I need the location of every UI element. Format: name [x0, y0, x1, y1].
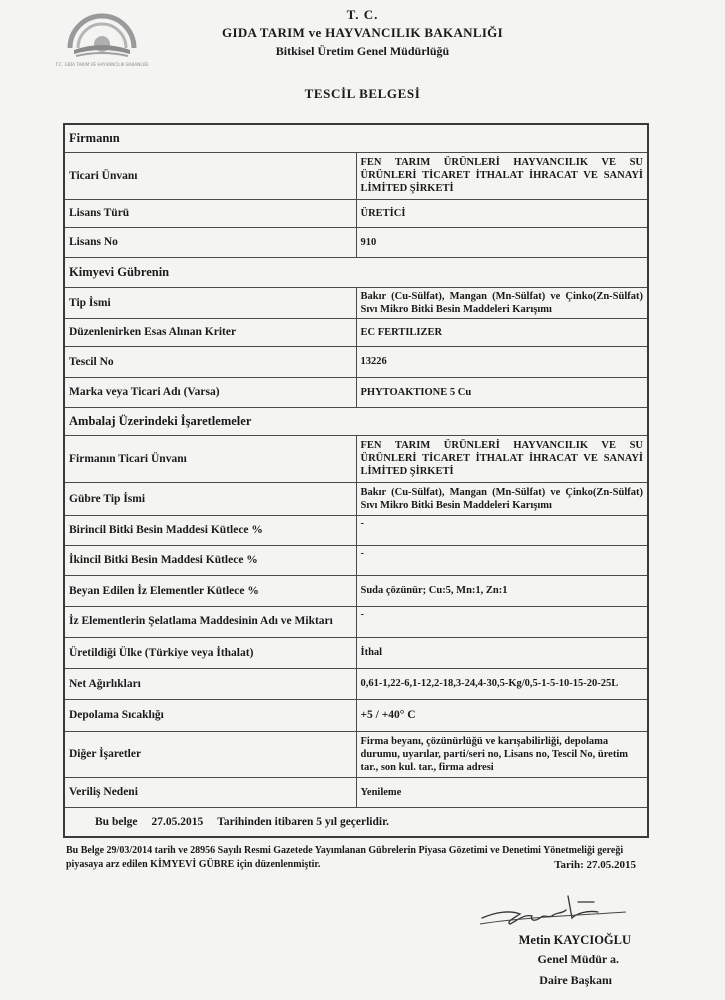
legal-note-text: Bu Belge 29/03/2014 tarih ve 28956 Sayılı Resmi Gazetede Yayımlanan Gübrelerin Piyasa Gözetimi ve Denetimi Yönetmeliği gereği piyasaya arz edilen KİMYEVİ GÜBRE için düzenlenmiştir.: [66, 845, 624, 870]
row-label: Düzenlenirken Esas Alınan Kriter: [64, 318, 356, 346]
row-value: +5 / +40° C: [356, 699, 648, 731]
header-ministry: GIDA TARIM ve HAYVANCILIK BAKANLIĞI: [222, 25, 503, 40]
row-value: -: [356, 606, 648, 637]
row-label: Birincil Bitki Besin Maddesi Kütlece %: [64, 515, 356, 545]
value-text: FEN TARIM ÜRÜNLERİ HAYVANCILIK VE SU ÜRÜNLERİ TİCARET İTHALAT İHRACAT VE SANAYİ: [360, 440, 643, 464]
row-label: Tescil No: [64, 346, 356, 377]
table-row: [64, 575, 648, 606]
validity-suffix: Tarihinden itibaren 5 yıl geçerlidir.: [217, 815, 390, 828]
row-label: Diğer İşaretler: [64, 731, 356, 777]
row-label: Veriliş Nedeni: [64, 777, 356, 807]
section-row: [64, 257, 648, 287]
row-label: Lisans Türü: [64, 199, 356, 227]
validity-prefix: Bu belge: [95, 815, 138, 828]
signer-title: Genel Müdür a.: [537, 952, 619, 966]
row-label: Net Ağırlıkları: [64, 668, 356, 699]
row-value: 910: [356, 227, 648, 257]
row-value: Yenileme: [356, 777, 648, 807]
table-row: [64, 515, 648, 545]
table-row: [64, 199, 648, 227]
validity-statement: [64, 807, 648, 837]
section-fertilizer: Kimyevi Gübrenin: [64, 257, 648, 287]
row-value: PHYTOAKTIONE 5 Cu: [356, 377, 648, 407]
row-value: EC FERTILIZER: [356, 318, 648, 346]
row-label: İkincil Bitki Besin Maddesi Kütlece %: [64, 545, 356, 575]
row-value: -: [356, 545, 648, 575]
row-value: Firma beyanı, çözünürlüğü ve karışabilirliği, depolama durumu, uyarılar, parti/seri no, Lisans no, Tescil No, üretim tar., son kul. tar., firma adresi: [356, 731, 648, 777]
value-text-last: LİMİTED ŞİRKETİ: [360, 183, 454, 194]
row-value: İthal: [356, 637, 648, 668]
row-value: Suda çözünür; Cu:5, Mn:1, Zn:1: [356, 575, 648, 606]
row-label: Gübre Tip İsmi: [64, 482, 356, 515]
row-value: [356, 482, 648, 515]
header-tc: T. C.: [346, 7, 379, 22]
row-value: 0,61-1,22-6,1-12,2-18,3-24,4-30,5-Kg/0,5-1-5-10-15-20-25L: [356, 668, 648, 699]
section-row: [64, 124, 648, 152]
table-row: [64, 435, 648, 482]
row-value: -: [356, 515, 648, 545]
row-value: [356, 152, 648, 199]
table-row: [64, 482, 648, 515]
table-row: [64, 777, 648, 807]
registration-table: [63, 123, 649, 838]
document-title: TESCİL BELGESİ: [304, 86, 421, 101]
row-label: Ticari Ünvanı: [64, 152, 356, 199]
signature-icon: [476, 888, 636, 936]
row-label: Tip İsmi: [64, 287, 356, 318]
value-text-last: Sıvı Mikro Bitki Besin Maddeleri Karışımı: [360, 499, 552, 511]
row-label: Depolama Sıcaklığı: [64, 699, 356, 731]
validity-date: 27.05.2015: [151, 815, 204, 828]
row-value: ÜRETİCİ: [356, 199, 648, 227]
section-firm: Firmanın: [64, 124, 648, 152]
table-row: [64, 227, 648, 257]
table-row: [64, 346, 648, 377]
row-label: Marka veya Ticari Adı (Varsa): [64, 377, 356, 407]
table-row: [64, 606, 648, 637]
value-text-last: LİMİTED ŞİRKETİ: [360, 466, 454, 477]
value-text: FEN TARIM ÜRÜNLERİ HAYVANCILIK VE SU ÜRÜNLERİ TİCARET İTHALAT İHRACAT VE SANAYİ: [360, 157, 643, 181]
logo-caption: T.C. GIDA TARIM VE HAYVANCILIK BAKANLIĞI: [55, 62, 149, 67]
signer-name: Metin KAYCIOĞLU: [518, 933, 631, 947]
table-row: [64, 545, 648, 575]
legal-note: [66, 844, 636, 872]
value-text: Bakır (Cu-Sülfat), Mangan (Mn-Sülfat) ve Çinko(Zn-Sülfat): [360, 486, 643, 498]
table-row: [64, 152, 648, 199]
row-label: Firmanın Ticari Ünvanı: [64, 435, 356, 482]
table-row: [64, 731, 648, 777]
table-row: [64, 318, 648, 346]
header-directorate: Bitkisel Üretim Genel Müdürlüğü: [275, 44, 450, 58]
row-label: Lisans No: [64, 227, 356, 257]
row-value: [356, 287, 648, 318]
row-value: 13226: [356, 346, 648, 377]
row-label: Üretildiği Ülke (Türkiye veya İthalat): [64, 637, 356, 668]
row-label: Beyan Edilen İz Elementler Kütlece %: [64, 575, 356, 606]
value-text: Bakır (Cu-Sülfat), Mangan (Mn-Sülfat) ve Çinko(Zn-Sülfat): [360, 290, 643, 302]
issue-date: Tarih: 27.05.2015: [554, 859, 636, 871]
table-row: [64, 637, 648, 668]
row-value: [356, 435, 648, 482]
signer-unit: Daire Başkanı: [539, 973, 612, 987]
table-row: [64, 287, 648, 318]
row-label: İz Elementlerin Şelatlama Maddesinin Adı ve Miktarı: [64, 606, 356, 637]
table-row: [64, 668, 648, 699]
section-row: [64, 407, 648, 435]
table-row: [64, 377, 648, 407]
table-row: [64, 699, 648, 731]
value-text-last: Sıvı Mikro Bitki Besin Maddeleri Karışımı: [360, 303, 552, 315]
validity-row: [64, 807, 648, 837]
section-packaging: Ambalaj Üzerindeki İşaretlemeler: [64, 407, 648, 435]
